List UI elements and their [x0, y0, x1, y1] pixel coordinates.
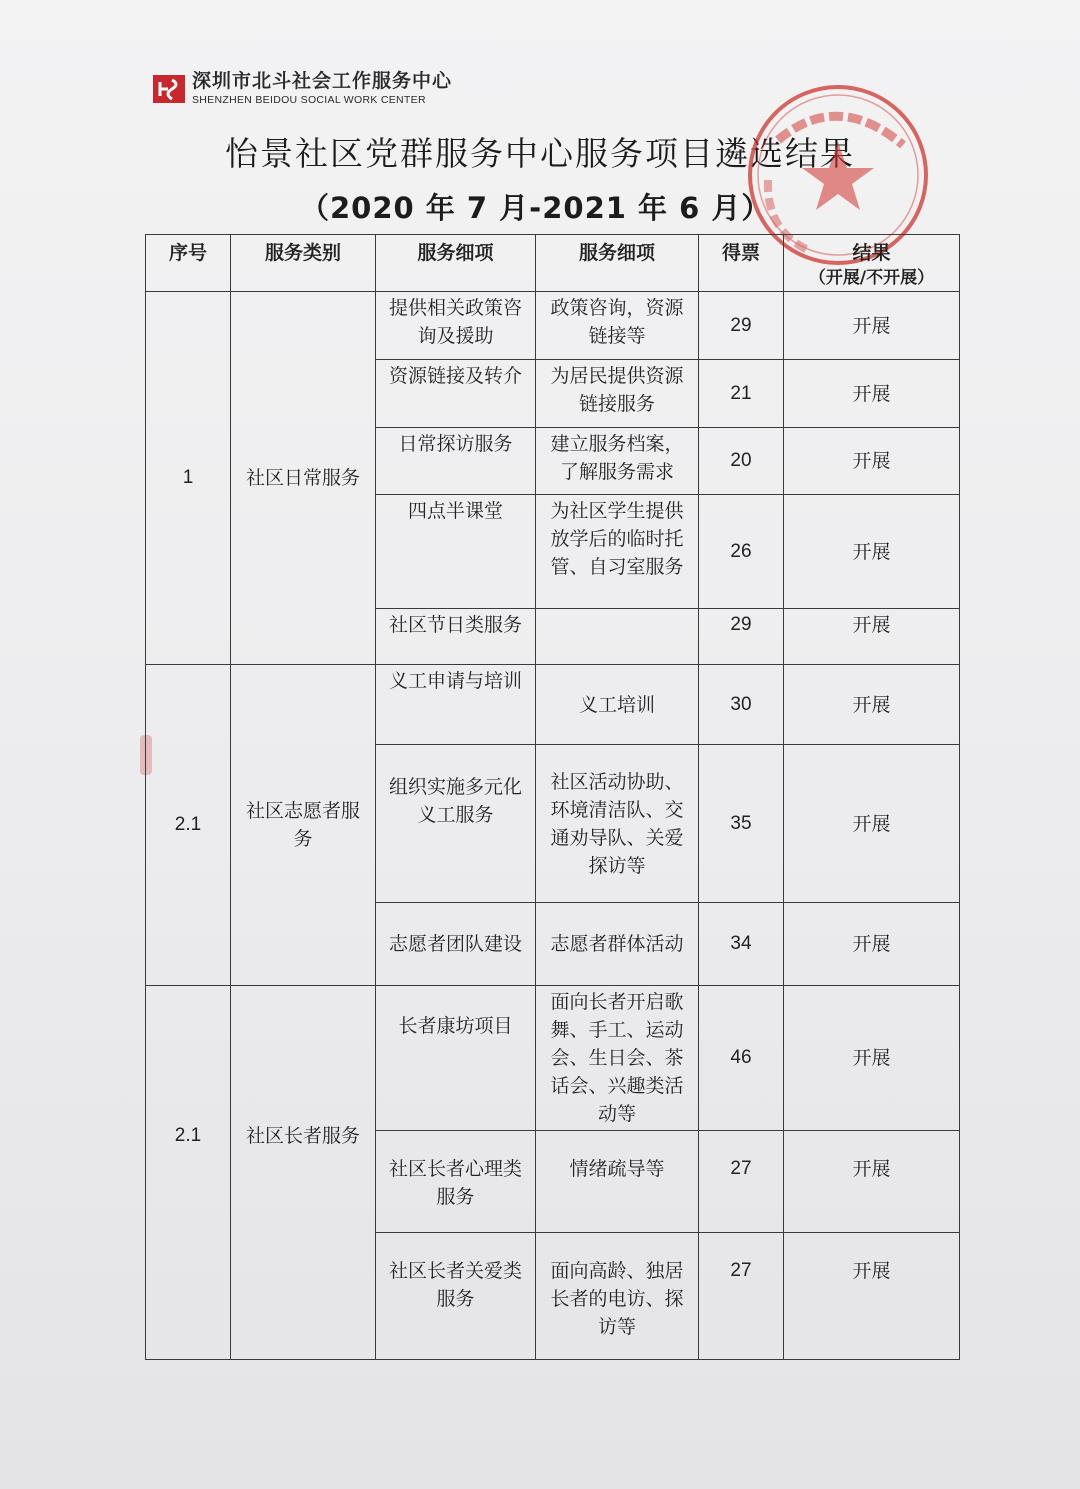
row-detail-2 — [536, 609, 699, 665]
table-header-row — [146, 235, 960, 292]
row-votes: 30 — [699, 665, 784, 745]
row-result: 开展 — [784, 360, 960, 428]
group-category: 社区志愿者服务 — [231, 665, 376, 986]
row-votes: 29 — [699, 292, 784, 360]
row-result: 开展 — [784, 1131, 960, 1233]
row-result: 开展 — [784, 428, 960, 495]
row-detail-2: 情绪疏导等 — [536, 1131, 699, 1233]
row-detail-1: 社区节日类服务 — [376, 609, 536, 665]
row-detail-1: 志愿者团队建设 — [376, 903, 536, 986]
group-seq: 1 — [146, 292, 231, 665]
row-votes: 46 — [699, 986, 784, 1131]
group-category: 社区长者服务 — [231, 986, 376, 1360]
header-result-label: 结果 — [852, 242, 891, 264]
row-votes: 35 — [699, 745, 784, 903]
row-detail-2: 为居民提供资源链接服务 — [536, 360, 699, 428]
header-result — [784, 235, 960, 292]
row-votes: 27 — [699, 1233, 784, 1360]
org-name-cn: 深圳市北斗社会工作服务中心 — [192, 70, 453, 93]
header-result-sub: （开展/不开展） — [808, 268, 935, 288]
row-detail-2: 面向高龄、独居长者的电访、探访等 — [536, 1233, 699, 1360]
row-detail-2: 面向长者开启歌舞、手工、运动会、生日会、茶话会、兴趣类活动等 — [536, 986, 699, 1131]
header-category: 服务类别 — [231, 235, 376, 292]
org-name-en: SHENZHEN BEIDOU SOCIAL WORK CENTER — [192, 94, 426, 107]
row-result: 开展 — [784, 609, 960, 665]
org-logo — [152, 70, 452, 108]
results-table — [145, 234, 960, 1360]
page-subtitle: （2020 年 7 月-2021 年 6 月） — [300, 191, 772, 225]
group-category: 社区日常服务 — [231, 292, 376, 665]
row-result: 开展 — [784, 495, 960, 609]
row-votes: 27 — [699, 1131, 784, 1233]
row-result: 开展 — [784, 665, 960, 745]
group-seq: 2.1 — [146, 986, 231, 1360]
table-row — [146, 292, 960, 360]
row-detail-2: 建立服务档案，了解服务需求 — [536, 428, 699, 495]
row-result: 开展 — [784, 903, 960, 986]
row-detail-2: 政策咨询，资源链接等 — [536, 292, 699, 360]
row-votes: 26 — [699, 495, 784, 609]
row-detail-1: 提供相关政策咨询及援助 — [376, 292, 536, 360]
page-title: 怡景社区党群服务中心服务项目遴选结果 — [225, 134, 855, 173]
row-votes: 21 — [699, 360, 784, 428]
row-detail-1: 长者康坊项目 — [376, 986, 536, 1131]
row-detail-2: 为社区学生提供放学后的临时托管、自习室服务 — [536, 495, 699, 609]
row-detail-1: 社区长者关爱类服务 — [376, 1233, 536, 1360]
row-detail-1: 组织实施多元化义工服务 — [376, 745, 536, 903]
row-result: 开展 — [784, 986, 960, 1131]
row-votes: 29 — [699, 609, 784, 665]
table-row — [146, 665, 960, 745]
header-detail-1: 服务细项 — [376, 235, 536, 292]
row-detail-1: 四点半课堂 — [376, 495, 536, 609]
table-row — [146, 986, 960, 1131]
row-votes: 20 — [699, 428, 784, 495]
row-result: 开展 — [784, 745, 960, 903]
header-detail-2: 服务细项 — [536, 235, 699, 292]
beidou-logo-icon — [152, 72, 186, 106]
row-result: 开展 — [784, 292, 960, 360]
header-seq: 序号 — [146, 235, 231, 292]
row-detail-1: 社区长者心理类服务 — [376, 1131, 536, 1233]
row-detail-1: 义工申请与培训 — [376, 665, 536, 745]
row-detail-2: 志愿者群体活动 — [536, 903, 699, 986]
row-detail-1: 日常探访服务 — [376, 428, 536, 495]
row-votes: 34 — [699, 903, 784, 986]
row-detail-2: 社区活动协助、环境清洁队、交通劝导队、关爱探访等 — [536, 745, 699, 903]
group-seq: 2.1 — [146, 665, 231, 986]
row-detail-2: 义工培训 — [536, 665, 699, 745]
header-votes: 得票 — [699, 235, 784, 292]
row-result: 开展 — [784, 1233, 960, 1360]
row-detail-1: 资源链接及转介 — [376, 360, 536, 428]
